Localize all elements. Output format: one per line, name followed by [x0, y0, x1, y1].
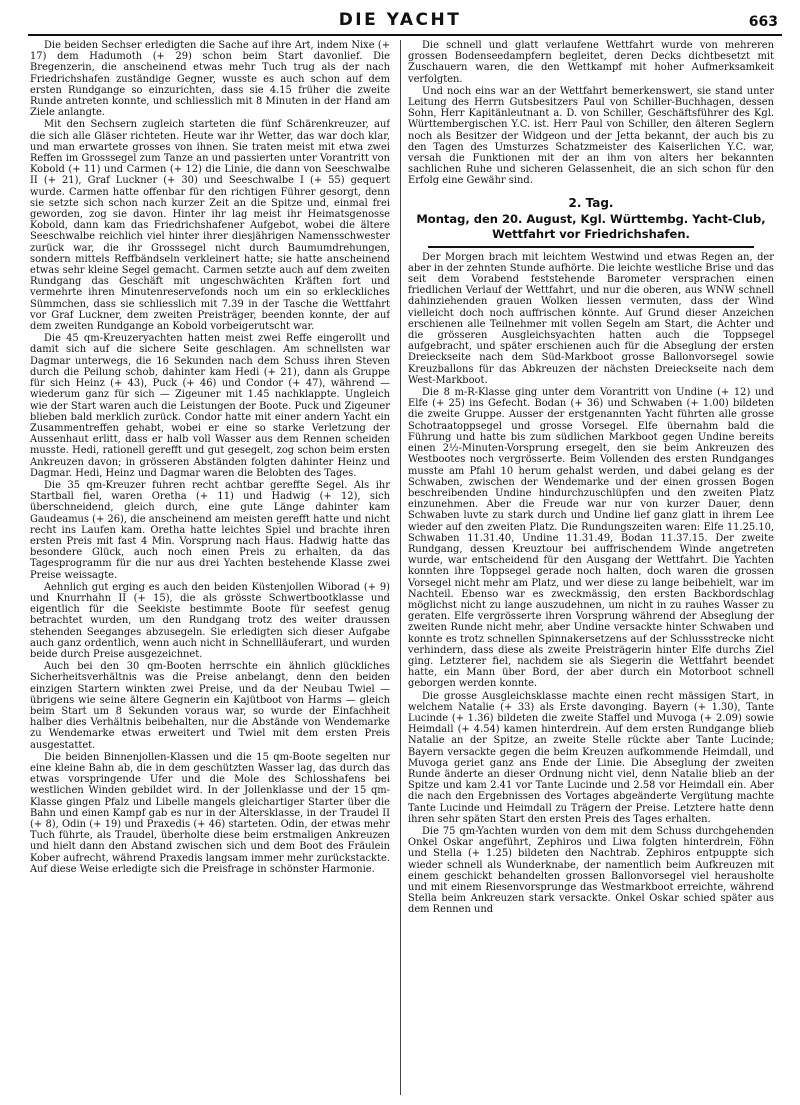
right-column [408, 40, 774, 1098]
paragraph: Die 35 qm-Kreuzer fuhren recht achtbar gereffte Segel. Als ihr Startball fiel, waren Oretha (+ 11) und Hadwig (+ 12), sich überschneidend, gleich durch, eine gute Länge dahinter kam Gaudeamus (+ 26), die anscheinend am meisten gerefft hatte und nicht recht ins Laufen kam. Oretha hatte leichtes Spiel und brachte ihren ersten Preis mit fast 4 Min. Vorsprung nach Haus. Hadwig hatte das besondere Glück, auch noch einen Preis zu erhalten, da das Tagesprogramm für die nur aus drei Yachten bestehende Klasse zwei Preise weissagte. [30, 479, 390, 581]
paragraph: Auch bei den 30 qm-Booten herrschte ein ähnlich glückliches Sicherheitsverhältnis was die Preise anbelangt, denn den beiden einzigen Startern winkten zwei Preise, und da der Neubau Twiel — übrigens wie seine ältere Gegnerin ein Kajütboot von Harms — gleich beim Start um 8 Sekunden voraus war, so wurde der Einfachheit halber dies Verhältnis beibehalten, nur die Abstände von Wendemarke zu Wendemarke etwas erweitert und Twiel mit dem ersten Preis ausgestattet. [30, 661, 390, 751]
page-header [0, 8, 800, 34]
paragraph: Die beiden Sechser erledigten die Sache auf ihre Art, indem Nixe (+ 17) dem Hadumoth (+ 29) schon beim Start davonlief. Die Bregenzerin, die anscheinend etwas mehr Tuch trug als der nach Friedrichshafen zuständige Gegner, wusste es auch schon auf dem ersten Rundgange so einzurichten, dass sie 4.15 früher die zweite Runde antreten konnte, und schliesslich mit 8 Minuten in der Hand am Ziele anlangte. [30, 40, 390, 119]
left-column [30, 40, 390, 1098]
paragraph: Der Morgen brach mit leichtem Westwind und etwas Regen an, der aber in der zehnten Stunde aufhörte. Die leichte westliche Brise und das seit dem Vorabend feststehende Barometer versprachen einen friedlichen Verlauf der Wettfahrt, und nur die oberen, aus WNW schnell dahinziehenden grauen Wolken liessen vermuten, dass der Wind vielleicht doch noch auffrischen könnte. Auf Grund dieser Anzeichen erschienen alle Teilnehmer mit vollen Segeln am Start, die Achter und die grösseren Ausgleichsyachten hatten auch die Toppsegel aufgebracht, und später erschienen auch für die Abseglung der ersten Dreieckseite nach dem Süd-Markboot grosse Ballonvorsegel sowie Kreuzballons für das Abkreuzen der nächsten Dreieckseite nach dem West-Markboot. [408, 251, 774, 386]
paragraph: Die schnell und glatt verlaufene Wettfahrt wurde von mehreren grossen Bodenseedampfern begleitet, deren Decks dichtbesetzt mit Zuschauern waren, die den Wettkampf mit hoher Aufmerksamkeit verfolgten. [408, 40, 774, 85]
paragraph: Die beiden Binnenjollen-Klassen und die 15 qm-Boote segelten nur eine kleine Bahn ab, die in dem geschützten Wasser lag, das durch das etwas vorspringende Ufer und die Mole des Schlosshafens bei westlichen Winden gebildet wird. In der Jollenklasse und der 15 qm-Klasse gingen Pfalz und Libelle mangels gleichartiger Starter über die Bahn und einen Kampf gab es nur in der Altersklasse, in der Traudel II (+ 8), Odin (+ 19) und Praxedis (+ 46) starteten. Odin, der etwas mehr Tuch führte, als Traudel, überholte diese beim erstmaligen Ankreuzen und hielt dann den Abstand zwischen sich und dem Boot des Fräulein Kober aufrecht, während Praxedis langsam immer mehr zurückstackte. Auf diese Weise erledigte sich die Preisfrage in schönster Harmonie. [30, 751, 390, 875]
paragraph: Die 45 qm-Kreuzeryachten hatten meist zwei Reffe eingerollt und damit sich auf die sichere Seite geschlagen. Am schnellsten war Dagmar unterwegs, die 16 Sekunden nach dem Schuss ihren Steven durch die Peilung schob, dahinter kam Hedi (+ 21), dann als Gruppe für sich Heinz (+ 43), Puck (+ 46) und Condor (+ 47), während — wiederum ganz für sich — Zigeuner mit 1.45 nachklappte. Ungleich wie der Start waren auch die Leistungen der Boote. Puck und Zigeuner blieben bald merklich zurück. Condor hatte mit einer andern Yacht ein Zusammentreffen gehabt, wobei er eine so starke Verletzung der Aussenhaut erlitt, dass er halb voll Wasser aus dem Rennen scheiden musste. Hedi, rationell gerefft und gut gesegelt, zog schon beim ersten Ankreuzen davon; in grösseren Abständen folgten dahinter Heinz und Dagmar. Hedi, Heinz und Dagmar waren die Belobten des Tages. [30, 333, 390, 479]
column-divider [400, 40, 401, 1095]
header-rule [28, 34, 782, 36]
paragraph: Aehnlich gut erging es auch den beiden Küstenjollen Wiborad (+ 9) und Knurrhahn II (+ 15), die als grösste Schwertbootklasse und eigentlich für die Seekiste bestimmte Boote für seefest genug betrachtet wurden, um den Rundgang trotz des weiter draussen stehenden Seeganges abzusegeln. Sie erledigten sich dieser Aufgabe auch ganz ordentlich, wenn auch nicht in Schnellläuferart, und wurden beide durch Preise ausgezeichnet. [30, 581, 390, 660]
journal-title: DIE YACHT [338, 10, 462, 30]
paragraph: Mit den Sechsern zugleich starteten die fünf Schärenkreuzer, auf die sich alle Gläser richteten. Heute war ihr Wetter, das war doch klar, und man erwartete grosses von ihnen. Sie traten meist mit etwa zwei Reffen im Grosssegel zum Tanze an und passierten unter Vorantritt von Kobold (+ 11) und Carmen (+ 12) die Linie, die dann von Seeschwalbe II (+ 21), Graf Luckner (+ 30) und Seeschwalbe I (+ 55) gequert wurde. Carmen hatte offenbar für den richtigen Führer gesorgt, denn sie setzte sich schon nach kurzer Zeit an die Spitze und, einmal frei geworden, zog sie davon. Hinter ihr lag meist ihr Heimatsgenosse Kobold, dann kam das Friedrichshafener Aufgebot, wobei die ältere Seeschwalbe reichlich viel hinter ihrer diesjährigen Namensschwester zurück war, die ihr Grosssegel nicht durch Baumumdrehungen, sondern mittels Reffbändseln verkleinert hatte; sie hatte anscheinend etwas sehr kleine Segel gemacht. Carmen setzte auch auf dem zweiten Rundgang das Geschäft mit ungeschwächten Kräften fort und vermehrte ihren Minutenreservefonds noch um ein so erkleckliches Sümmchen, dass sie schliesslich mit 7.39 in der Tasche die Wettfahrt vor Graf Luckner, dem zweiten Preisträger, beenden konnte, der auf dem zweiten Rundgange an Kobold vorbeigerutscht war. [30, 119, 390, 333]
paragraph: Die grosse Ausgleichsklasse machte einen recht mässigen Start, in welchem Natalie (+ 33) als Erste davonging. Bayern (+ 1.30), Tante Lucinde (+ 1.36) bildeten die zweite Staffel und Muvoga (+ 2.09) sowie Heimdall (+ 4.54) kamen hinterdrein. Auf dem ersten Rundgange blieb Natalie an der Spitze, an zweite Stelle rückte aber Tante Lucinde; Bayern versackte gegen die beim Kreuzen aufkommende Heimdall, und Muvoga geriet ganz ans Ende der Linie. Die Abseglung der zweiten Runde änderte an dieser Ordnung nicht viel, denn Natalie blieb an der Spitze und kam 2.41 vor Tante Lucinde und 2.58 vor Heimdall ein. Aber die nach den Ergebnissen des Vortages abgeänderte Vergütung machte Tante Lucinde und Heimdall zu Trägern der Preise. Letztere hatte denn ihren sehr späten Start den ersten Preis des Tages erhalten. [408, 690, 774, 825]
paragraph: Und noch eins war an der Wettfahrt bemerkenswert, sie stand unter Leitung des Herrn Gutsbesitzers Paul von Schiller-Buchhagen, dessen Sohn, Herr Kapitänleutnant a. D. von Schiller, Geschäftsführer des Kgl. Württembergischen Y.C. ist. Herr Paul von Schiller, den älteren Seglern noch als Besitzer der Widgeon und der Jetta bekannt, der auch bis zu den Tagen des Umsturzes Schatzmeister des Kaiserlichen Y.C. war, versah die Funktionen mit der an ihm von alters her bekannten sachlichen Ruhe und sicheren Gelassenheit, die an sich schon für den Erfolg eine Gewähr sind. [408, 85, 774, 187]
paragraph: Die 8 m-R-Klasse ging unter dem Vorantritt von Undine (+ 12) und Elfe (+ 25) ins Gefecht. Bodan (+ 36) und Schwaben (+ 1.00) bildeten die zweite Gruppe. Ausser der erstgenannten Yacht führten alle grosse Schotraatoppsegel und grosse Vorsegel. Elfe übernahm bald die Führung und hatte bis zum südlichen Markboot gegen Undine bereits einen 2½-Minuten-Vorsprung ersegelt, den sie beim Ankreuzen des Westbootes noch vergrösserte. Beim Vollenden des ersten Rundganges musste am Pfahl 10 herum gehalst werden, und dabei gelang es der Schwaben, zwischen der Wendemarke und der einen grossen Bogen beschreibenden Undine hindurchzuschlüpfen und den zweiten Platz einzunehmen. Aber die Freude war nur von kurzer Dauer, denn Schwaben luvte zu stark durch und Undine lief ganz glatt in ihrem Lee wieder auf den zweiten Platz. Die Rundungszeiten waren: Elfe 11.25.10, Schwaben 11.31.40, Undine 11.31.49, Bodan 11.37.15. Der zweite Rundgang, dessen Kreuztour bei auffrischendem Winde angetreten wurde, war entscheidend für den Ausgang der Wettfahrt. Die Yachten konnten ihre Toppsegel gerade noch halten, doch waren die grossen Vorsegel nicht mehr am Platz, und wer diese zu lange beibehielt, war im Nachteil. Ebenso war es zweckmässig, den ersten Backbordschlag möglichst nicht zu lange auszudehnen, um nicht in zu rauhes Wasser zu geraten. Elfe vergrösserte ihren Vorsprung während der Abseglung der zweiten Runde nicht mehr, aber Undine versackte hinter Schwaben und konnte es trotz schnellen Spinnakersetzens auf der Schlussstrecke nicht verhindern, dass diese als zweite Preisträgerin hinter Elfe durchs Ziel ging. Letzterer fiel, nachdem sie als Siegerin die Wettfahrt beendet hatte, ein Mann über Bord, der aber durch ein Motorboot schnell geborgen werden konnte. [408, 387, 774, 690]
section-number: 2. Tag. [568, 195, 614, 210]
paragraph: Die 75 qm-Yachten wurden von dem mit dem Schuss durchgehenden Onkel Oskar angeführt, Zephiros und Liwa folgten hinterdrein, Föhn und Stella (+ 1.25) bildeten den Nachtrab. Zephiros entpuppte sich wieder schnell als Wunderknabe, der namentlich beim Aufkreuzen mit einem geschickt behandelten grossen Ballonvorsegel viel herausholte und mit einem Riesenvorsprunge das Westmarkboot erreichte, während Stella beim Ankreuzen stark versackte. Onkel Oskar schied später aus dem Rennen und [408, 826, 774, 916]
section-heading: Montag, den 20. August, Kgl. Württembg. Yacht-Club, Wettfahrt vor Friedrichshafen. [416, 211, 766, 241]
page-number: 663 [748, 14, 778, 30]
section-rule [428, 246, 754, 248]
